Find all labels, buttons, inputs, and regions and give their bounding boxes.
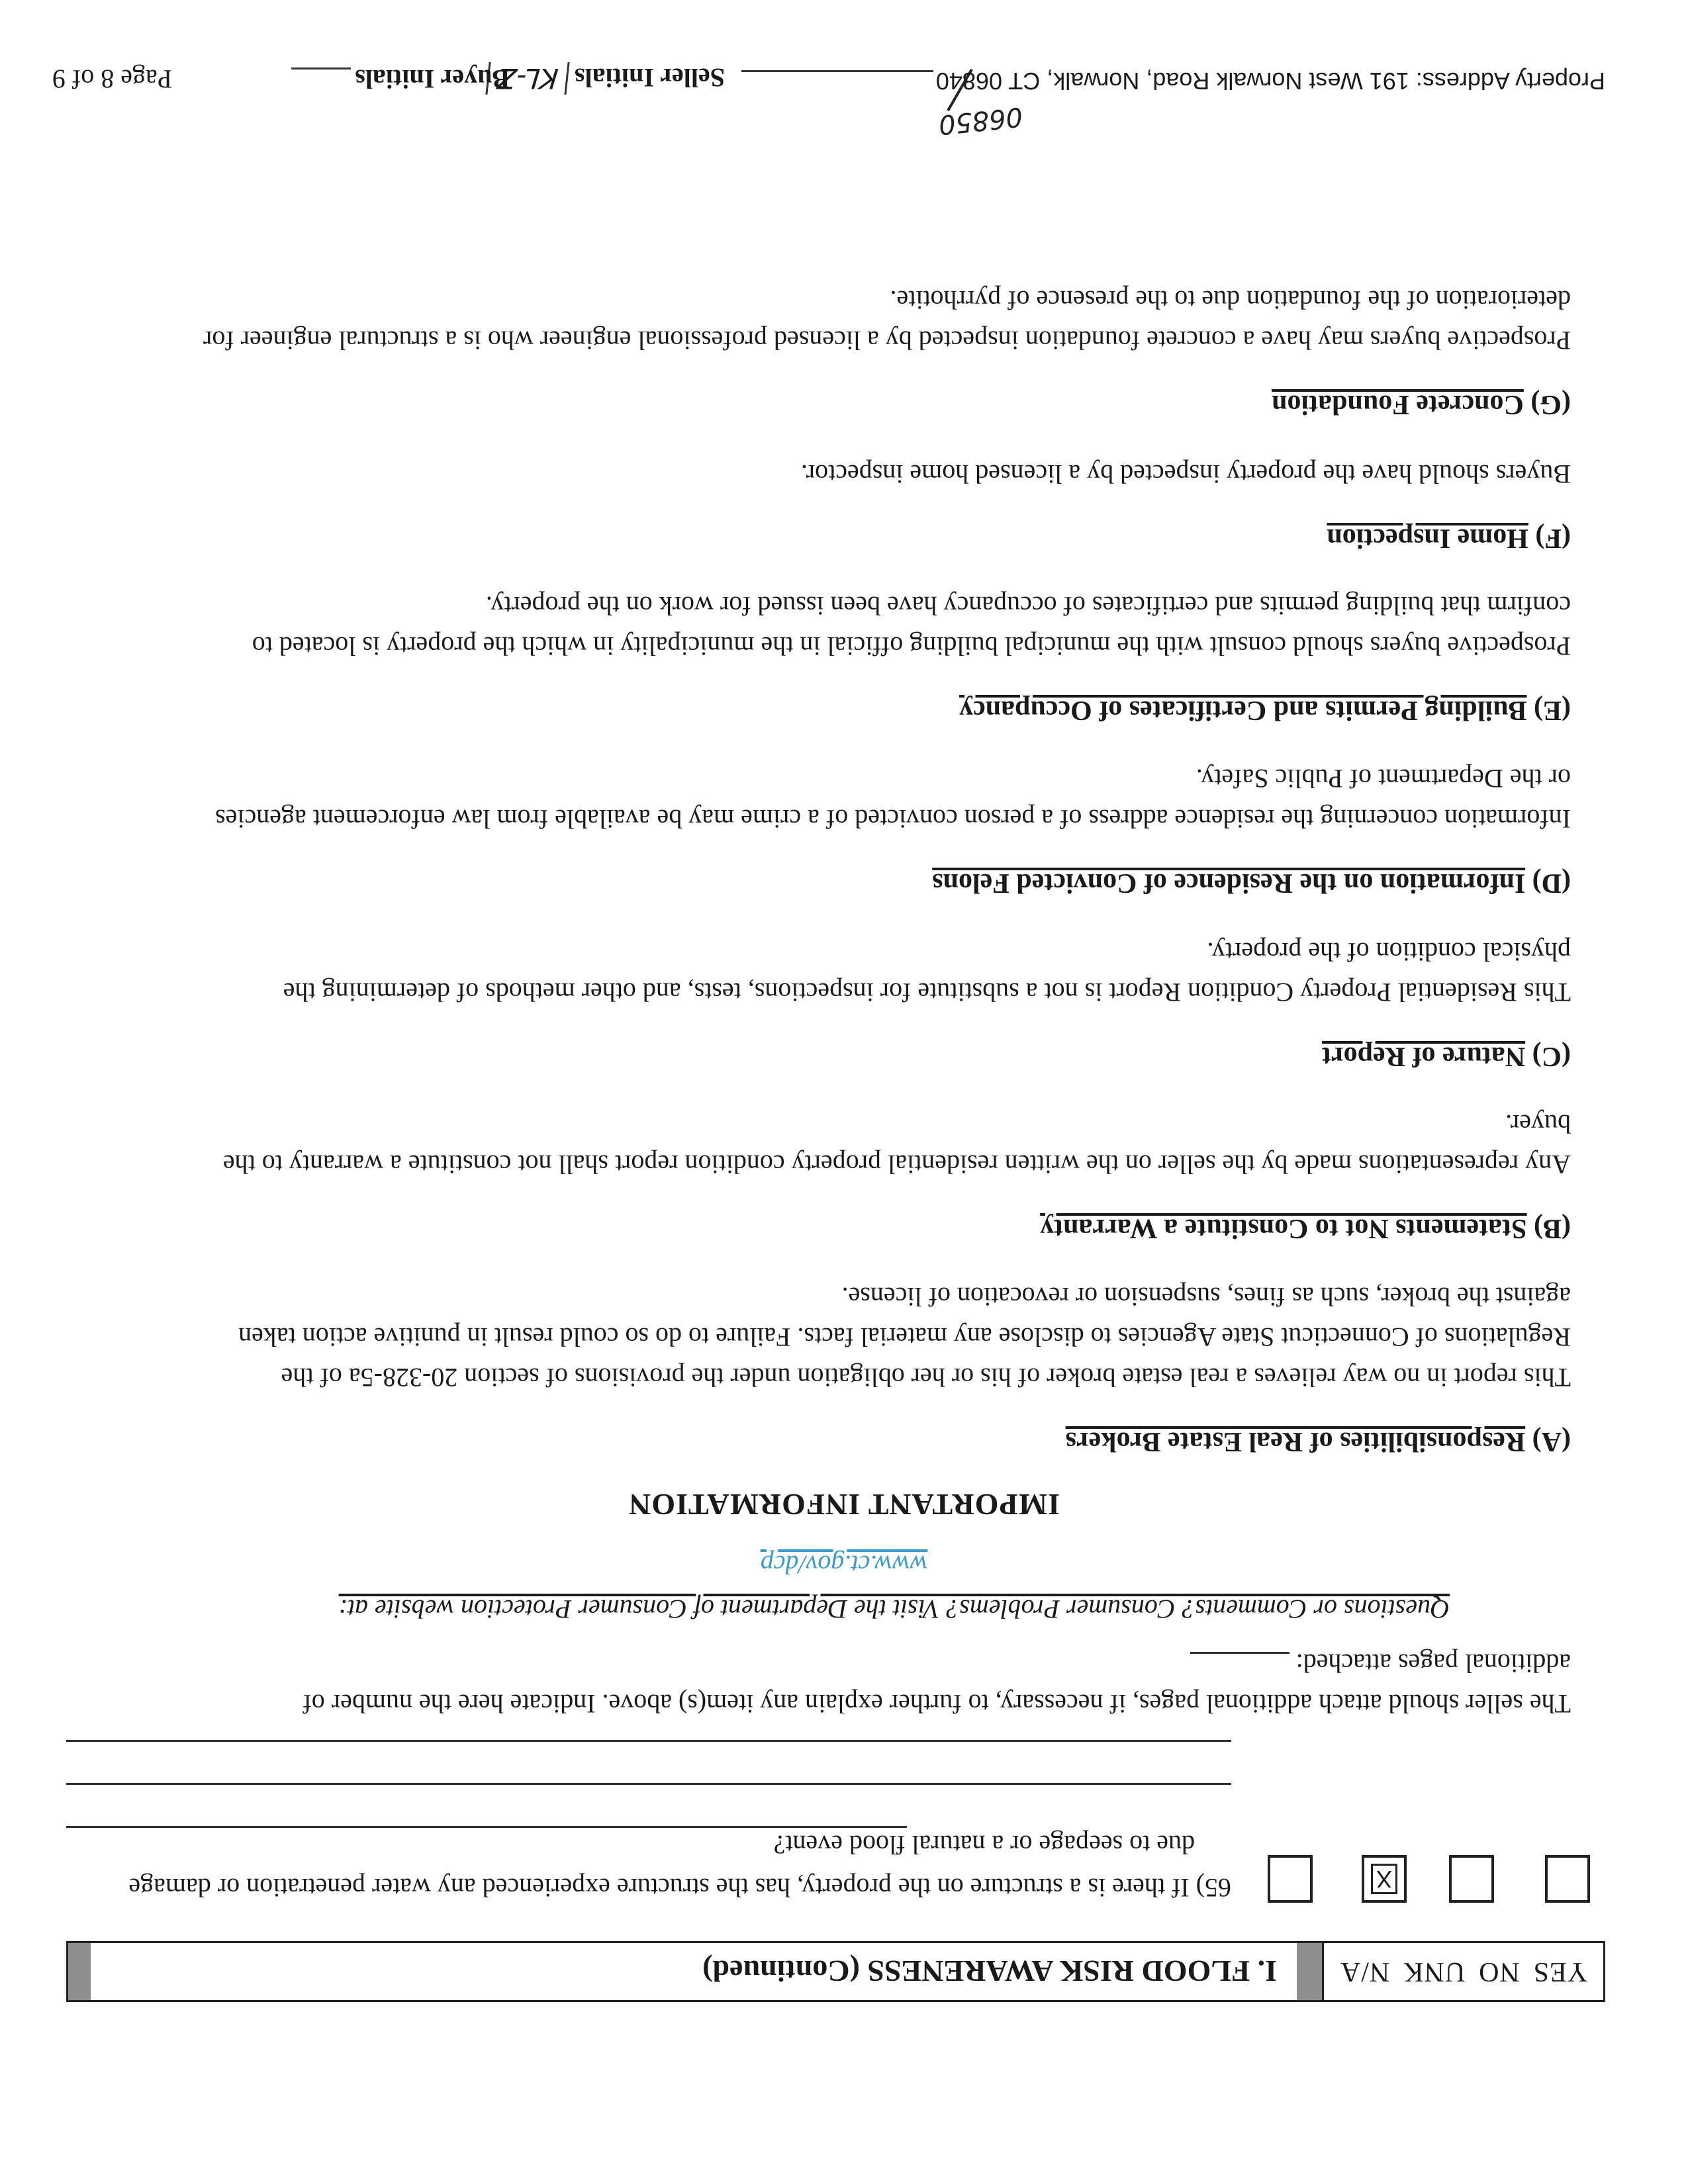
section-title: I. FLOOD RISK AWARENESS (Continued) <box>702 1954 1277 1989</box>
section-e-body <box>75 586 1571 666</box>
section-e-heading <box>959 694 1571 726</box>
q65-text-line1: 65) If there is a structure on the property, has the structure experienced any water penetration or damage <box>128 1873 1231 1903</box>
section-b-title: Statements Not to Constitute a Warranty <box>1040 1213 1527 1244</box>
section-a-line2: Regulations of Connecticut State Agencies to disclose any material facts. Failure to do so could result in punitive action taken <box>238 1322 1571 1352</box>
q65-answer-line2[interactable] <box>66 1783 1231 1785</box>
col-unk-label: UNK <box>1403 1956 1466 1987</box>
section-c-line2: physical condition of the property. <box>1207 937 1571 967</box>
col-na-label: N/A <box>1339 1956 1390 1987</box>
buyer-initials-field[interactable] <box>291 68 351 69</box>
section-g-body <box>75 280 1571 361</box>
page-number: Page 8 of 9 <box>52 64 172 94</box>
seller-initials-label: Seller Initials <box>574 63 725 93</box>
additional-pages-count-field[interactable] <box>1190 1652 1289 1654</box>
q65-answer-line1[interactable] <box>66 1826 907 1828</box>
property-address <box>741 67 1605 95</box>
section-c-title: Nature of Report <box>1322 1041 1526 1071</box>
attach-note-line2 <box>75 1643 1571 1684</box>
section-d-title: Information on the Residence of Convicted Felons <box>932 868 1526 898</box>
section-d-body <box>75 758 1571 839</box>
q65-text-line2: due to seepage or a natural flood event? <box>773 1830 1195 1860</box>
property-address-value: 191 West Norwalk Road, Norwalk, CT 06840 <box>935 68 1409 95</box>
section-b-heading <box>1040 1212 1571 1244</box>
section-d-line2: or the Department of Public Safety. <box>1196 764 1571 794</box>
attach-note-line2-text: additional pages attached: <box>1295 1649 1571 1678</box>
section-g-label: (G) <box>1530 389 1571 420</box>
q65-yes-checkbox[interactable] <box>1545 1855 1590 1903</box>
attach-note-line1: The seller should attach additional pages, if necessary, to further explain any item(s) above. Indicate here the number of <box>303 1689 1571 1719</box>
handwritten-zip-note: 06850 <box>937 101 1025 140</box>
section-d-line1: Information concerning the residence address of a person convicted of a crime may be available from law enforcement agencies <box>215 804 1571 834</box>
dcp-website-link[interactable]: www.ct.gov/dcp <box>760 1550 928 1580</box>
section-f-label: (F) <box>1535 523 1571 553</box>
section-d-label: (D) <box>1532 868 1571 898</box>
section-a-line3: against the broker, such as fines, suspension or revocation of license. <box>841 1282 1571 1312</box>
questions-comments-line: Questions or Comments? Consumer Problems? Visit the Department of Consumer Protection website at: <box>338 1594 1450 1624</box>
q65-no-checkbox[interactable] <box>1449 1855 1494 1903</box>
section-g-line1: Prospective buyers may have a concrete foundation inspected by a licensed professional engineer who is a structural engineer for <box>203 326 1571 355</box>
col-yes-label: YES <box>1532 1956 1588 1987</box>
section-a-heading <box>1066 1426 1571 1457</box>
section-f-heading <box>1327 522 1571 554</box>
section-g-title: Concrete Foundation <box>1272 389 1524 420</box>
header-gray-stripe <box>1297 1943 1324 2000</box>
section-b-line2: buyer. <box>1505 1109 1571 1139</box>
seller-initials-handwritten[interactable]: KL-Z <box>486 62 570 95</box>
section-header-band <box>66 1941 1605 2002</box>
property-address-label: Property Address: <box>1415 68 1605 95</box>
q65-unk-check-mark: X <box>1371 1864 1397 1894</box>
section-a-body <box>75 1277 1571 1398</box>
section-e-title: Building Permits and Certificates of Occupancy <box>959 695 1527 725</box>
section-a-title: Responsibilities of Real Estate Brokers <box>1065 1426 1526 1457</box>
section-e-line2: confirm that building permits and certificates of occupancy have been issued for work on the property. <box>485 591 1571 621</box>
section-g-line2: deterioration of the foundation due to the presence of pyrrhotite. <box>890 285 1571 315</box>
header-gray-stripe-right <box>68 1943 91 2000</box>
answer-column-headers <box>1324 1943 1603 2000</box>
attach-note <box>75 1643 1571 1724</box>
q65-unk-checkbox[interactable] <box>1362 1855 1407 1903</box>
section-b-body <box>75 1104 1571 1185</box>
buyer-initials <box>291 64 510 95</box>
section-f-title: Home Inspection <box>1327 523 1528 553</box>
section-c-heading <box>1322 1040 1571 1072</box>
seller-initials <box>487 62 725 95</box>
section-c-body <box>75 932 1571 1013</box>
section-e-label: (E) <box>1534 695 1571 725</box>
section-a-line1: This report in no way relieves a real estate broker of his or her obligation under the provisions of section 20-328-5a of the <box>281 1363 1571 1392</box>
important-information-title: IMPORTANT INFORMATION <box>628 1488 1060 1522</box>
section-b-label: (B) <box>1534 1213 1571 1244</box>
section-g-heading <box>1272 388 1571 420</box>
q65-answer-line3[interactable] <box>66 1740 1231 1742</box>
q65-na-checkbox[interactable] <box>1268 1855 1313 1903</box>
section-b-line1: Any representations made by the seller on the written residential property condition report shall not constitute a warranty to the <box>222 1150 1571 1179</box>
section-c-label: (C) <box>1532 1041 1571 1071</box>
section-f-line1: Buyers should have the property inspected by a licensed home inspector. <box>800 459 1571 489</box>
buyer-initials-label: Buyer Initials <box>355 64 510 94</box>
section-c-line1: This Residential Property Condition Report is not a substitute for inspections, tests, and other methods of determining the <box>283 978 1571 1007</box>
col-no-label: NO <box>1478 1956 1520 1987</box>
property-address-underline <box>741 70 933 72</box>
section-a-label: (A) <box>1532 1426 1571 1457</box>
section-d-heading <box>932 867 1571 899</box>
section-f-body <box>75 454 1571 494</box>
section-e-line1: Prospective buyers should consult with the municipal building official in the municipality in which the property is located to <box>252 631 1571 661</box>
